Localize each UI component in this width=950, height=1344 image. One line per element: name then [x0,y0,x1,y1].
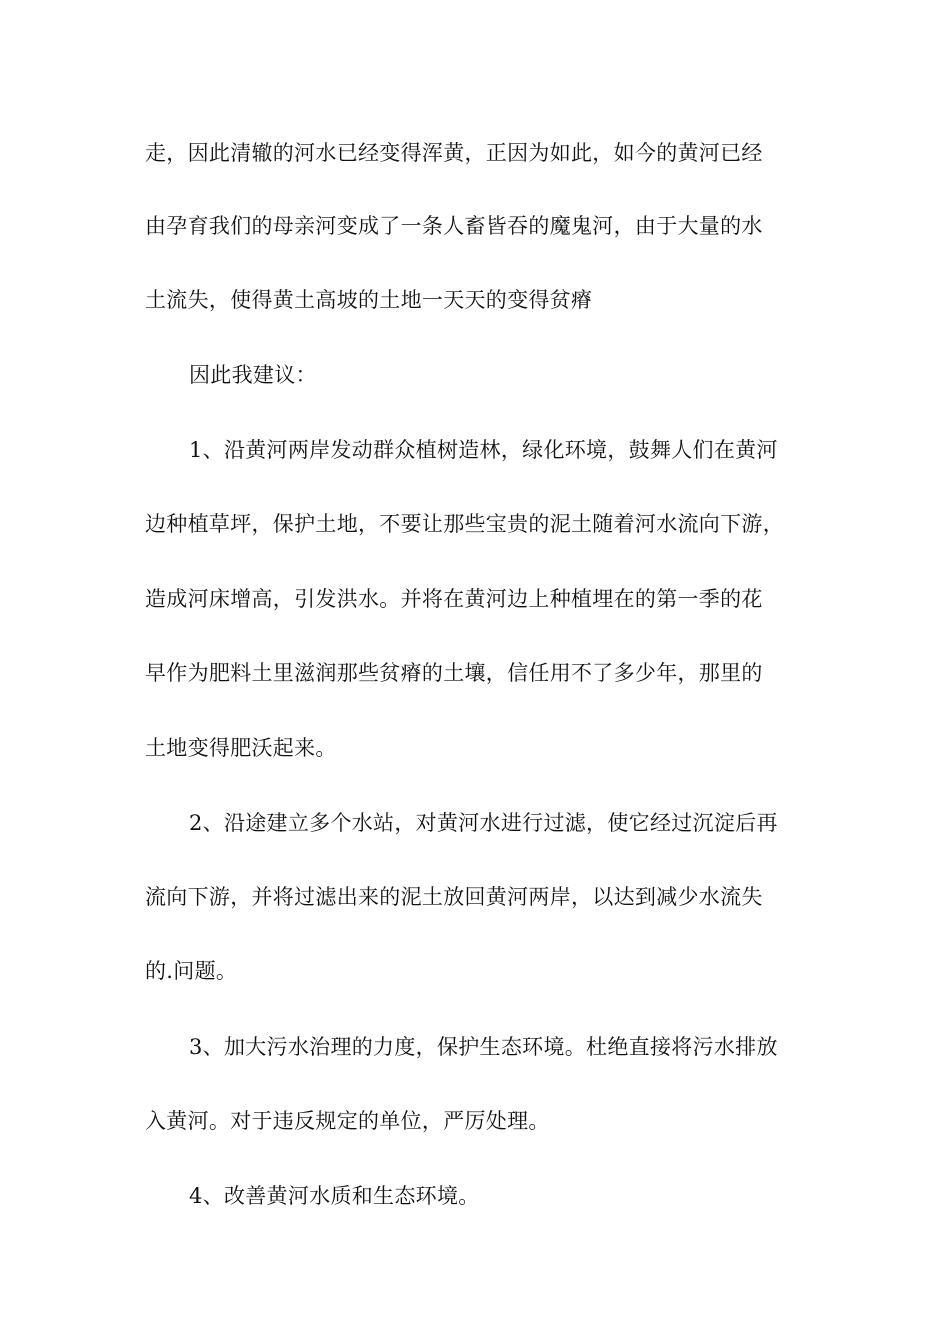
text-line-11: 流向下游，并将过滤出来的泥土放回黄河两岸，以达到减少水流失 [145,885,763,909]
text-line-12: 的.问题。 [145,959,238,983]
text-line-2: 由孕育我们的母亲河变成了一条人畜皆吞的魔鬼河，由于大量的水 [145,214,763,238]
text-line-7: 造成河床增高，引发洪水。并将在黄河边上种植埋在的第一季的花 [145,587,763,611]
text-line-13: 3、加大污水治理的力度，保护生态环境。杜绝直接将污水排放 [189,1035,778,1059]
text-line-15: 4、改善黄河水质和生态环境。 [189,1184,480,1208]
text-line-14: 入黄河。对于违反规定的单位，严厉处理。 [145,1109,550,1133]
text-line-9: 土地变得肥沃起来。 [145,736,337,760]
text-line-4: 因此我建议： [189,363,317,387]
text-line-6: 边种植草坪，保护土地，不要让那些宝贵的泥土随着河水流向下游， [145,512,784,536]
text-line-8: 早作为肥料土里滋润那些贫瘠的土壤，信任用不了多少年，那里的 [145,661,763,685]
text-line-3: 土流失，使得黄土高坡的土地一天天的变得贫瘠 [145,288,593,312]
text-line-5: 1、沿黄河两岸发动群众植树造林，绿化环境，鼓舞人们在黄河 [189,438,778,462]
text-line-10: 2、沿途建立多个水站，对黄河水进行过滤，使它经过沉淀后再 [189,811,778,835]
text-line-1: 走，因此清辙的河水已经变得浑黄，正因为如此，如今的黄河已经 [145,141,763,165]
